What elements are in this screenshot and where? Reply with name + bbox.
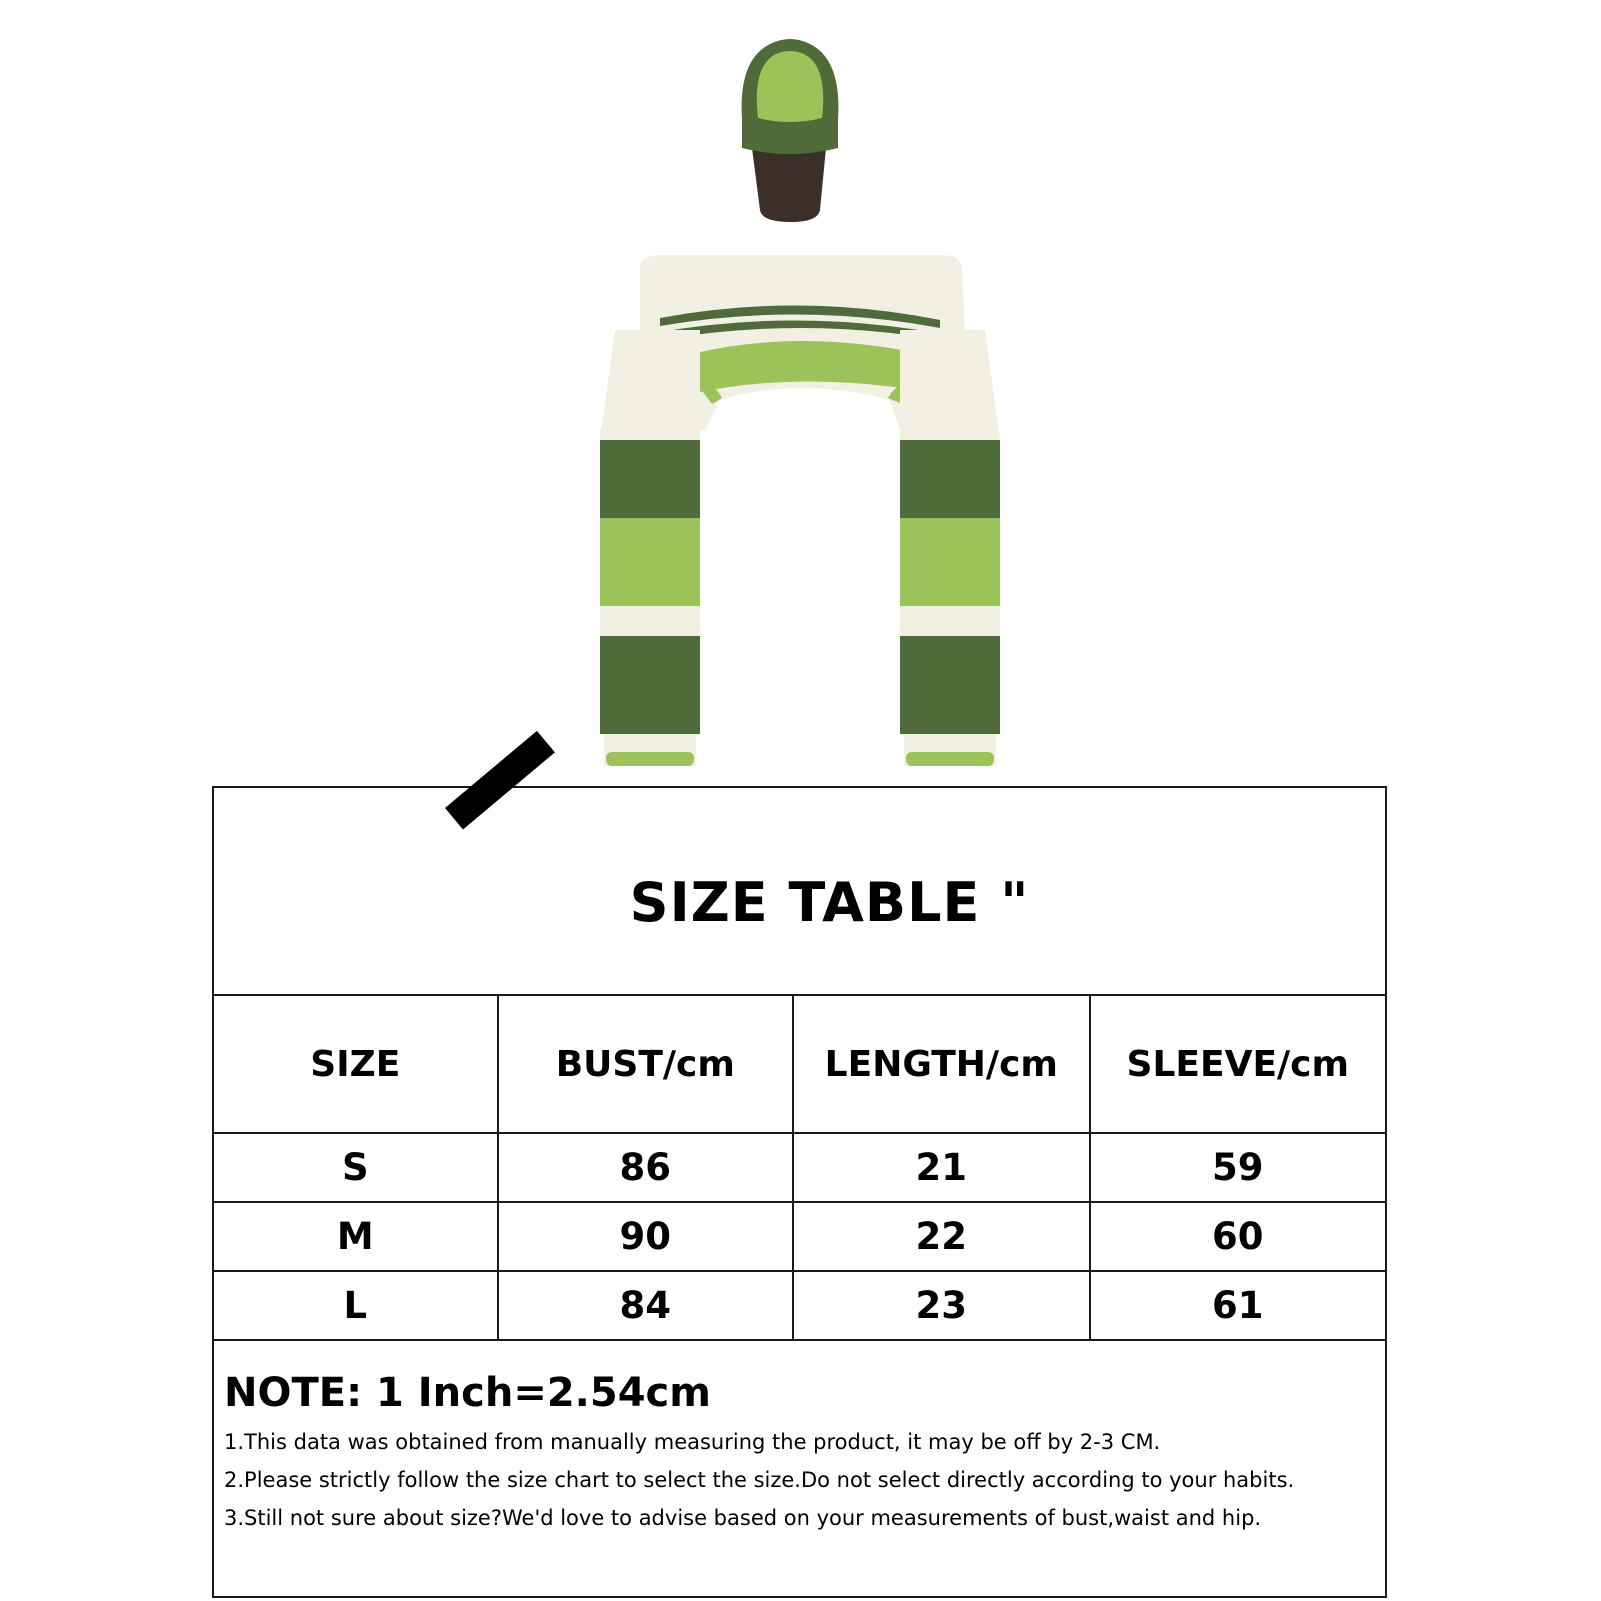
note-line: 3.Still not sure about size?We'd love to advise based on your measurements of bust,waist and hip.	[224, 1506, 1262, 1530]
cell-length: 23	[793, 1271, 1090, 1340]
table-row	[213, 1271, 1386, 1340]
column-header-bust: BUST/cm	[498, 995, 793, 1133]
cell-size: S	[213, 1133, 498, 1202]
table-row	[213, 1133, 1386, 1202]
column-header-size: SIZE	[213, 995, 498, 1133]
balaclava-hat-image	[742, 39, 839, 222]
size-table-panel	[212, 786, 1387, 1598]
size-table-header	[214, 788, 1385, 994]
column-header-sleeve: SLEEVE/cm	[1090, 995, 1386, 1133]
cell-length: 22	[793, 1202, 1090, 1271]
size-table	[212, 994, 1387, 1341]
note-line: 1.This data was obtained from manually measuring the product, it may be off by 2-3 CM.	[224, 1430, 1161, 1454]
cell-bust: 90	[498, 1202, 793, 1271]
table-row	[213, 1202, 1386, 1271]
cell-length: 21	[793, 1133, 1090, 1202]
product-illustration	[0, 0, 1601, 780]
cell-bust: 86	[498, 1133, 793, 1202]
size-table-title: SIZE TABLE "	[629, 871, 1030, 934]
cell-sleeve: 60	[1090, 1202, 1386, 1271]
cell-size: M	[213, 1202, 498, 1271]
striped-shrug-image	[600, 255, 1000, 766]
cell-sleeve: 61	[1090, 1271, 1386, 1340]
note-line: 2.Please strictly follow the size chart to select the size.Do not select directly according to your habits.	[224, 1468, 1295, 1492]
cell-size: L	[213, 1271, 498, 1340]
notes-section	[224, 1370, 1375, 1544]
cell-sleeve: 59	[1090, 1133, 1386, 1202]
column-header-length: LENGTH/cm	[793, 995, 1090, 1133]
cell-bust: 84	[498, 1271, 793, 1340]
note-title: NOTE: 1 Inch=2.54cm	[224, 1370, 711, 1416]
table-header-row	[213, 995, 1386, 1133]
